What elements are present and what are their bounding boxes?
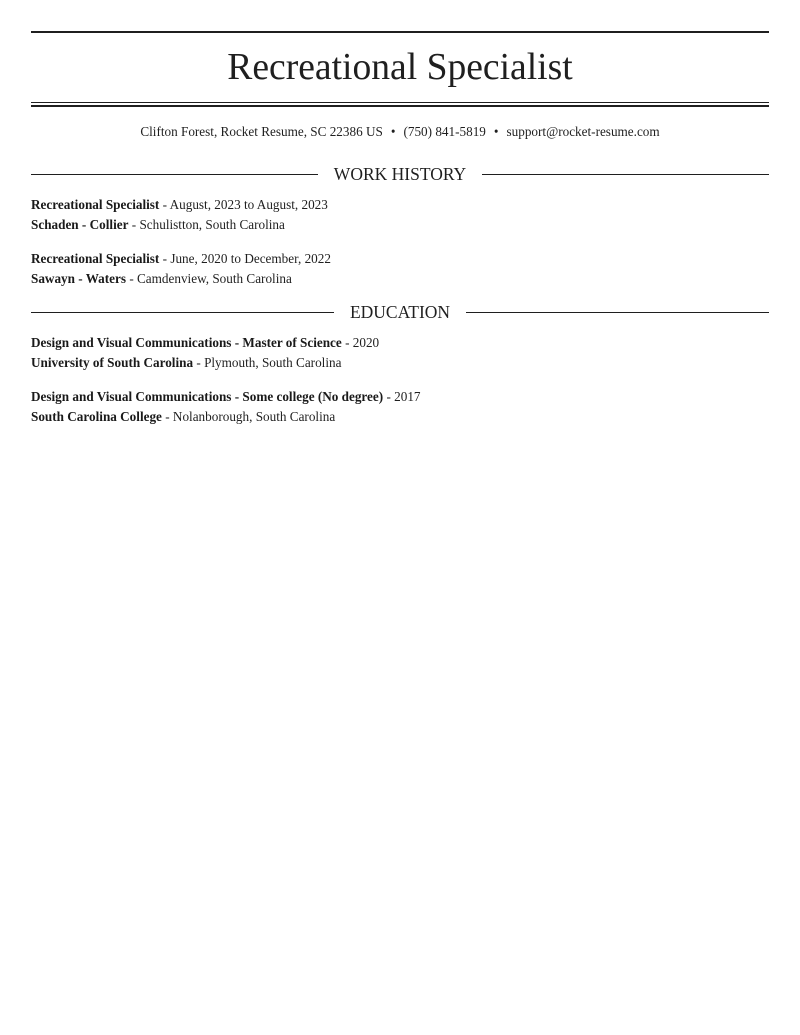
section-title-education: EDUCATION bbox=[349, 302, 451, 322]
resume-title: Recreational Specialist bbox=[227, 47, 573, 88]
graduation-year: 2020 bbox=[352, 335, 380, 350]
education-entry-degree-row bbox=[31, 387, 769, 407]
field-separator: - bbox=[162, 251, 168, 266]
work-entry bbox=[31, 195, 769, 235]
header-rule-thick bbox=[31, 105, 769, 107]
contact-separator: • bbox=[493, 124, 499, 139]
header-rule-thin bbox=[31, 102, 769, 103]
job-dates: June, 2020 to December, 2022 bbox=[170, 251, 331, 266]
job-location: Schulistton, South Carolina bbox=[139, 217, 285, 232]
top-rule bbox=[31, 31, 769, 33]
school-location: Plymouth, South Carolina bbox=[204, 355, 342, 370]
school-name: South Carolina College bbox=[31, 409, 162, 424]
section-divider-left bbox=[31, 174, 318, 175]
contact-address: Clifton Forest, Rocket Resume, SC 22386 US bbox=[140, 124, 383, 139]
section-title-work-history: WORK HISTORY bbox=[333, 164, 467, 184]
field-separator: - bbox=[162, 197, 168, 212]
field-separator: - bbox=[386, 389, 391, 404]
graduation-year: 2017 bbox=[394, 389, 421, 404]
job-title: Recreational Specialist bbox=[31, 197, 160, 212]
field-separator: - bbox=[131, 217, 137, 232]
employer-name: Schaden - Collier bbox=[31, 217, 129, 232]
education-entry bbox=[31, 333, 769, 373]
field-separator: - bbox=[196, 355, 201, 370]
education-entry-school-row bbox=[31, 353, 769, 373]
contact-separator: • bbox=[390, 124, 396, 139]
contact-line bbox=[31, 122, 769, 142]
section-divider-left bbox=[31, 312, 334, 313]
work-entry-employer-row bbox=[31, 215, 769, 235]
section-heading-education bbox=[31, 300, 769, 324]
degree-name: Design and Visual Communications - Some college (No degree) bbox=[31, 389, 384, 404]
work-entry-employer-row bbox=[31, 269, 769, 289]
work-entry-title-row bbox=[31, 195, 769, 215]
education-entry bbox=[31, 387, 769, 427]
school-location: Nolanborough, South Carolina bbox=[172, 409, 336, 424]
degree-name: Design and Visual Communications - Master of Science bbox=[31, 335, 342, 350]
section-divider-right bbox=[466, 312, 769, 313]
education-entry-degree-row bbox=[31, 333, 769, 353]
field-separator: - bbox=[165, 409, 170, 424]
field-separator: - bbox=[129, 271, 134, 286]
section-heading-work-history bbox=[31, 162, 769, 186]
field-separator: - bbox=[345, 335, 350, 350]
section-divider-right bbox=[482, 174, 769, 175]
job-title: Recreational Specialist bbox=[31, 251, 160, 266]
education-entry-school-row bbox=[31, 407, 769, 427]
job-dates: August, 2023 to August, 2023 bbox=[169, 197, 328, 212]
job-location: Camdenview, South Carolina bbox=[137, 271, 292, 286]
employer-name: Sawayn - Waters bbox=[31, 271, 127, 286]
school-name: University of South Carolina bbox=[31, 355, 194, 370]
contact-email: support@rocket-resume.com bbox=[506, 124, 660, 139]
work-entry-title-row bbox=[31, 249, 769, 269]
contact-phone: (750) 841-5819 bbox=[403, 124, 486, 139]
work-entry bbox=[31, 249, 769, 289]
